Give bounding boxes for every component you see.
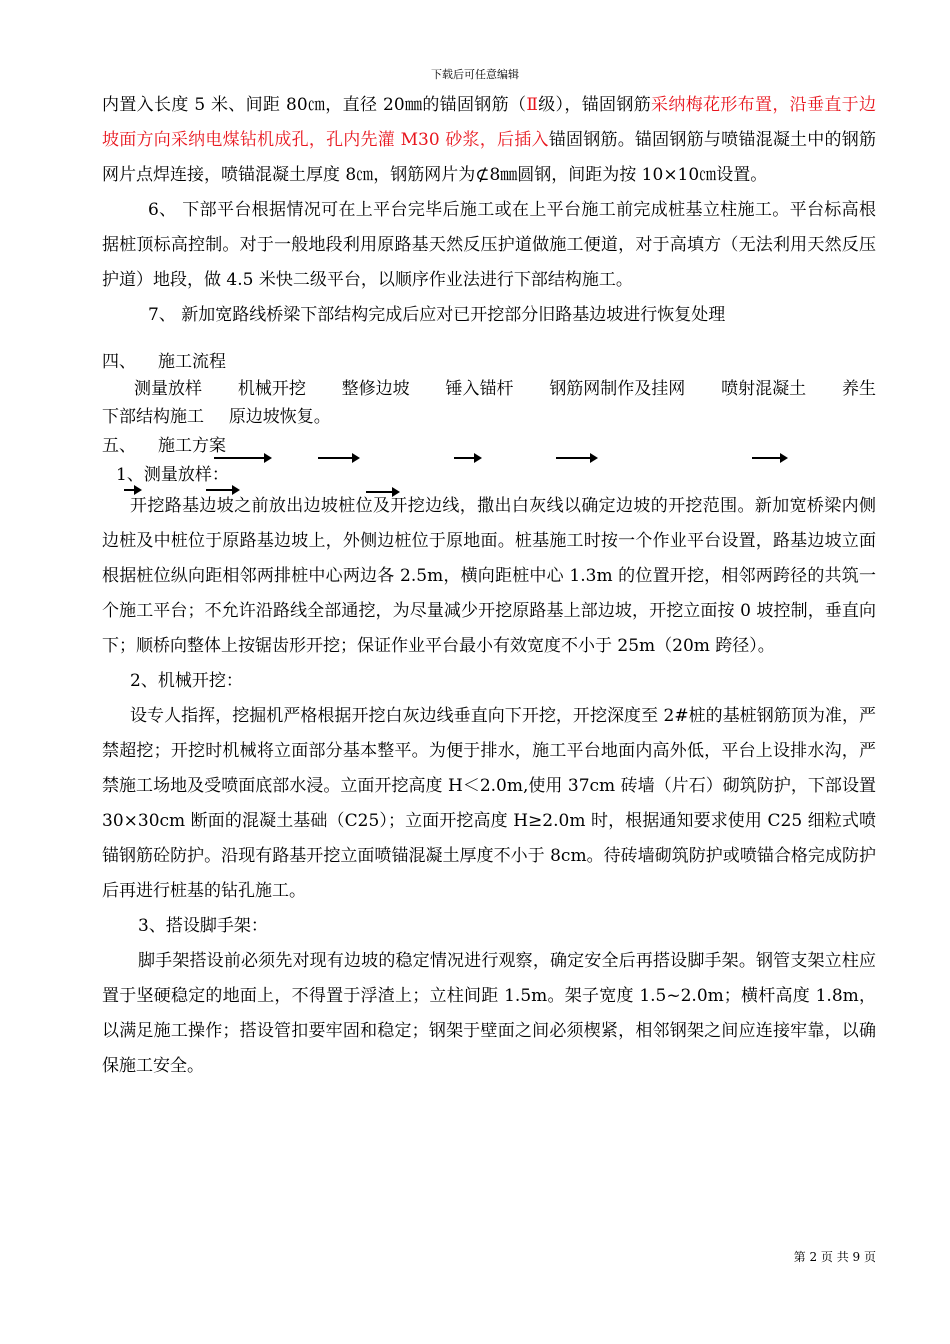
flow-step: 整修边坡 [341,379,410,399]
flow-step: 锤入锚杆 [445,379,514,399]
flow-arrow-icon [366,491,398,493]
flow-arrow-icon [124,489,140,491]
flow-step: 测量放样 [134,379,202,399]
section-title: 施工方案 [158,436,226,456]
highlighted-text: Ⅱ [526,95,539,115]
process-flow-row-1 [102,375,876,403]
section-number: 四、 [102,352,136,372]
flow-step: 机械开挖 [237,379,306,399]
subsection-title-2: 2、机械开挖： [130,671,243,691]
text-run: 内置入长度 5 米、间距 80㎝，直径 20㎜的锚固钢筋（ [102,95,527,115]
flow-step: 养生 [841,379,876,399]
section-number: 五、 [102,436,136,456]
flow-step: 原边坡恢复。 [228,407,331,427]
flow-arrow-icon [454,457,480,459]
text-run: 级），锚固钢筋 [538,95,652,115]
document-body [102,88,876,1084]
highlighted-text: 采纳梅花形布置，沿垂直于边坡面方向采纳电煤钻机成孔，孔内先灌 M30 砂浆，后插入 [102,95,877,150]
subsection-body-2: 设专人指挥，挖掘机严格根据开挖白灰边线垂直向下开挖，开挖深度至 2#桩的基桩钢筋顶为准，严禁超挖；开挖时机械将立面部分基本整平。为便于排水，施工平台地面内高外低，平台上设排水沟，严禁施工场地及受喷面底部水浸。立面开挖高度 H＜2.0m,使用 37cm 砖墙（片石）砌筑防护，下部设置 30×30cm 断面的混凝土基础（C25）；立面开挖高度 H≥2.0m 时，根据通知要求使用 C25 细粒式喷锚钢筋砼防护。沿现有路基开挖立面喷锚混凝土厚度不小于 8cm。待砖墙砌筑防护或喷锚合格完成防护后再进行桩基的钻孔施工。 [102,706,876,901]
subsection-title-3: 3、搭设脚手架： [138,916,268,936]
flow-arrow-icon [318,457,358,459]
flow-step: 下部结构施工 [102,407,204,427]
page-footer: 第 2 页 共 9 页 [793,1250,876,1264]
subsection-title-1: 1、测量放样： [116,465,229,485]
flow-arrow-icon [214,457,270,459]
flow-step: 喷射混凝土 [721,379,807,399]
subsection-body-1: 开挖路基边坡之前放出边坡桩位及开挖边线，撒出白灰线以确定边坡的开挖范围。新加宽桥梁内侧边桩及中桩位于原路基边坡上，外侧边桩位于原地面。桩基施工时按一个作业平台设置，路基边坡立面根据桩位纵向距相邻两排桩中心两边各 2.5m，横向距桩中心 1.3m 的位置开挖，相邻两跨径的共筑一个施工平台；不允许沿路线全部通挖，为尽量减少开挖原路基上部边坡，开挖立面按 0 坡控制，垂直向下；顺桥向整体上按锯齿形开挖；保证作业平台最小有效宽度不小于 25m（20m 跨径）。 [102,496,876,656]
process-flow-row-2 [102,403,876,431]
page-header: 下载后可任意编辑 [431,68,519,81]
paragraph-item-7: 7、 新加宽路线桥梁下部结构完成后应对已开挖部分旧路基边坡进行恢复处理 [148,305,726,325]
paragraph-anchor-spec [102,88,876,193]
flow-arrow-icon [752,457,786,459]
section-title: 施工流程 [158,352,226,372]
text-run: 锚固钢筋。锚固钢筋与喷锚混凝土中的钢筋网片点焊连接，喷锚混凝土厚度 8㎝，钢筋网片为⊄8㎜圆钢，间距为按 10×10㎝设置。 [102,130,876,185]
flow-arrow-icon [556,457,596,459]
paragraph-item-6: 6、 下部平台根据情况可在上平台完毕后施工或在上平台施工前完成桩基立柱施工。平台标高根据桩顶标高控制。对于一般地段利用原路基天然反压护道做施工便道，对于高填方（无法利用天然反压护道）地段，做 4.5 米快二级平台，以顺序作业法进行下部结构施工。 [102,200,876,290]
flow-step: 钢筋网制作及挂网 [549,379,686,399]
flow-arrow-icon [206,489,238,491]
subsection-body-3: 脚手架搭设前必须先对现有边坡的稳定情况进行观察，确定安全后再搭设脚手架。钢管支架立柱应置于坚硬稳定的地面上，不得置于浮渣上；立柱间距 1.5m。架子宽度 1.5~2.0m；横杆高度 1.8m，以满足施工操作；搭设管扣要牢固和稳定；钢架于壁面之间必须楔紧，相邻钢架之间应连接牢靠，以确保施工安全。 [102,951,876,1076]
section-heading-4 [102,349,876,375]
